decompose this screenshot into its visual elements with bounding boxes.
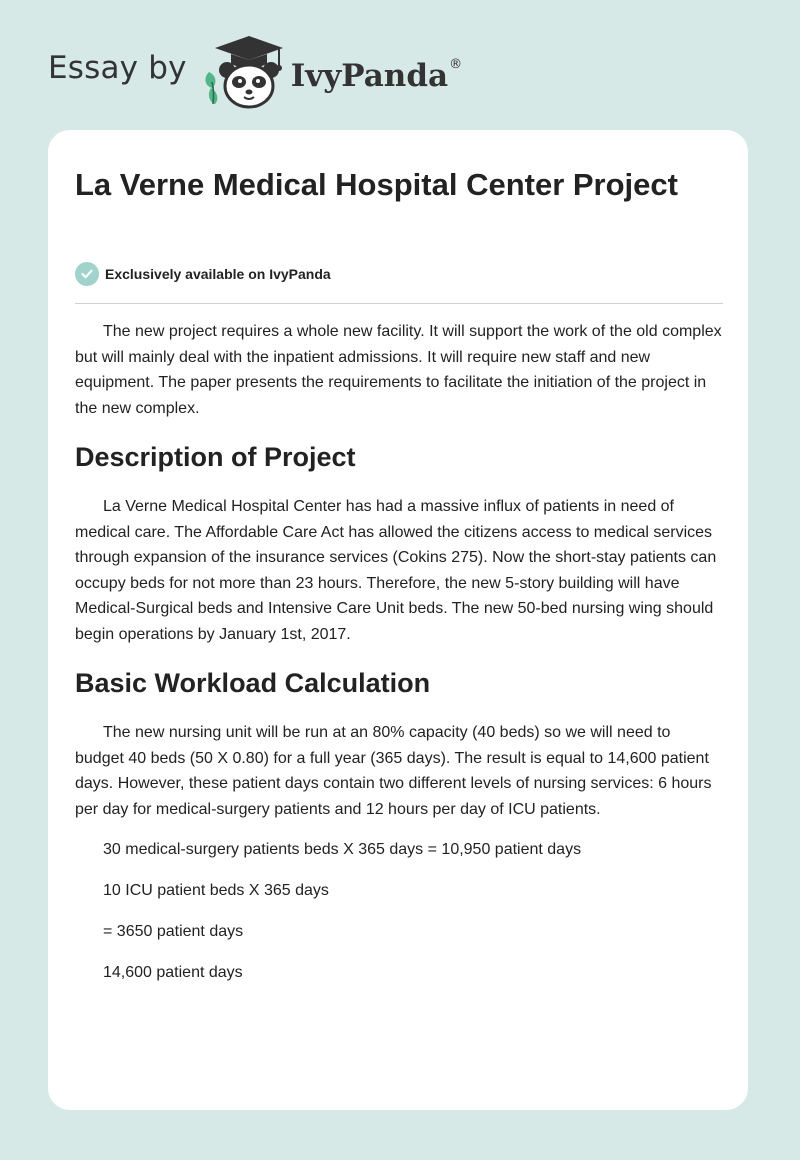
title-divider <box>75 303 723 304</box>
calculation-line: = 3650 patient days <box>103 923 244 940</box>
panda-graduate-icon[interactable] <box>201 32 291 112</box>
ivypanda-logo-text[interactable]: IvyPanda <box>290 58 449 94</box>
section-heading-description: Description of Project <box>75 442 356 472</box>
essay-body <box>75 319 723 984</box>
essay-card <box>48 130 748 1110</box>
page-title: La Verne Medical Hospital Center Project <box>75 167 678 202</box>
exclusive-badge-text: Exclusively available on IvyPanda <box>105 266 331 282</box>
essay-by-label: Essay by <box>48 50 187 86</box>
registered-mark: ® <box>449 56 463 72</box>
exclusive-badge <box>75 262 331 286</box>
calculation-line: 14,600 patient days <box>103 964 243 981</box>
workload-paragraph: The new nursing unit will be run at an 80% capacity (40 beds) so we will need to budget 40 beds (50 X 0.80) for a full year (365 days). The result is equal to 14,600 patient days. However, these patient days contain two different levels of nursing services: 6 hours per day for medical-surgery patients and 12 hours per day of ICU patients. <box>75 724 712 818</box>
calculation-line: 30 medical-surgery patients beds X 365 days = 10,950 patient days <box>103 841 582 858</box>
calculation-line: 10 ICU patient beds X 365 days <box>103 882 329 899</box>
intro-paragraph: The new project requires a whole new facility. It will support the work of the old complex but will mainly deal with the inpatient admissions. It will require new staff and new equipment. The paper presents the requirements to facilitate the initiation of the project in the new complex. <box>75 323 722 417</box>
section-heading-workload: Basic Workload Calculation <box>75 668 431 698</box>
check-icon <box>75 262 99 286</box>
site-header <box>48 32 462 112</box>
description-paragraph: La Verne Medical Hospital Center has had a massive influx of patients in need of medical care. The Affordable Care Act has allowed the citizens access to medical services through expansion of the insurance services (Cokins 275). Now the short-stay patients can occupy beds for not more than 23 hours. Therefore, the new 5-story building will have Medical-Surgical beds and Intensive Care Unit beds. The new 50-bed nursing wing should begin operations by January 1st, 2017. <box>75 498 717 643</box>
